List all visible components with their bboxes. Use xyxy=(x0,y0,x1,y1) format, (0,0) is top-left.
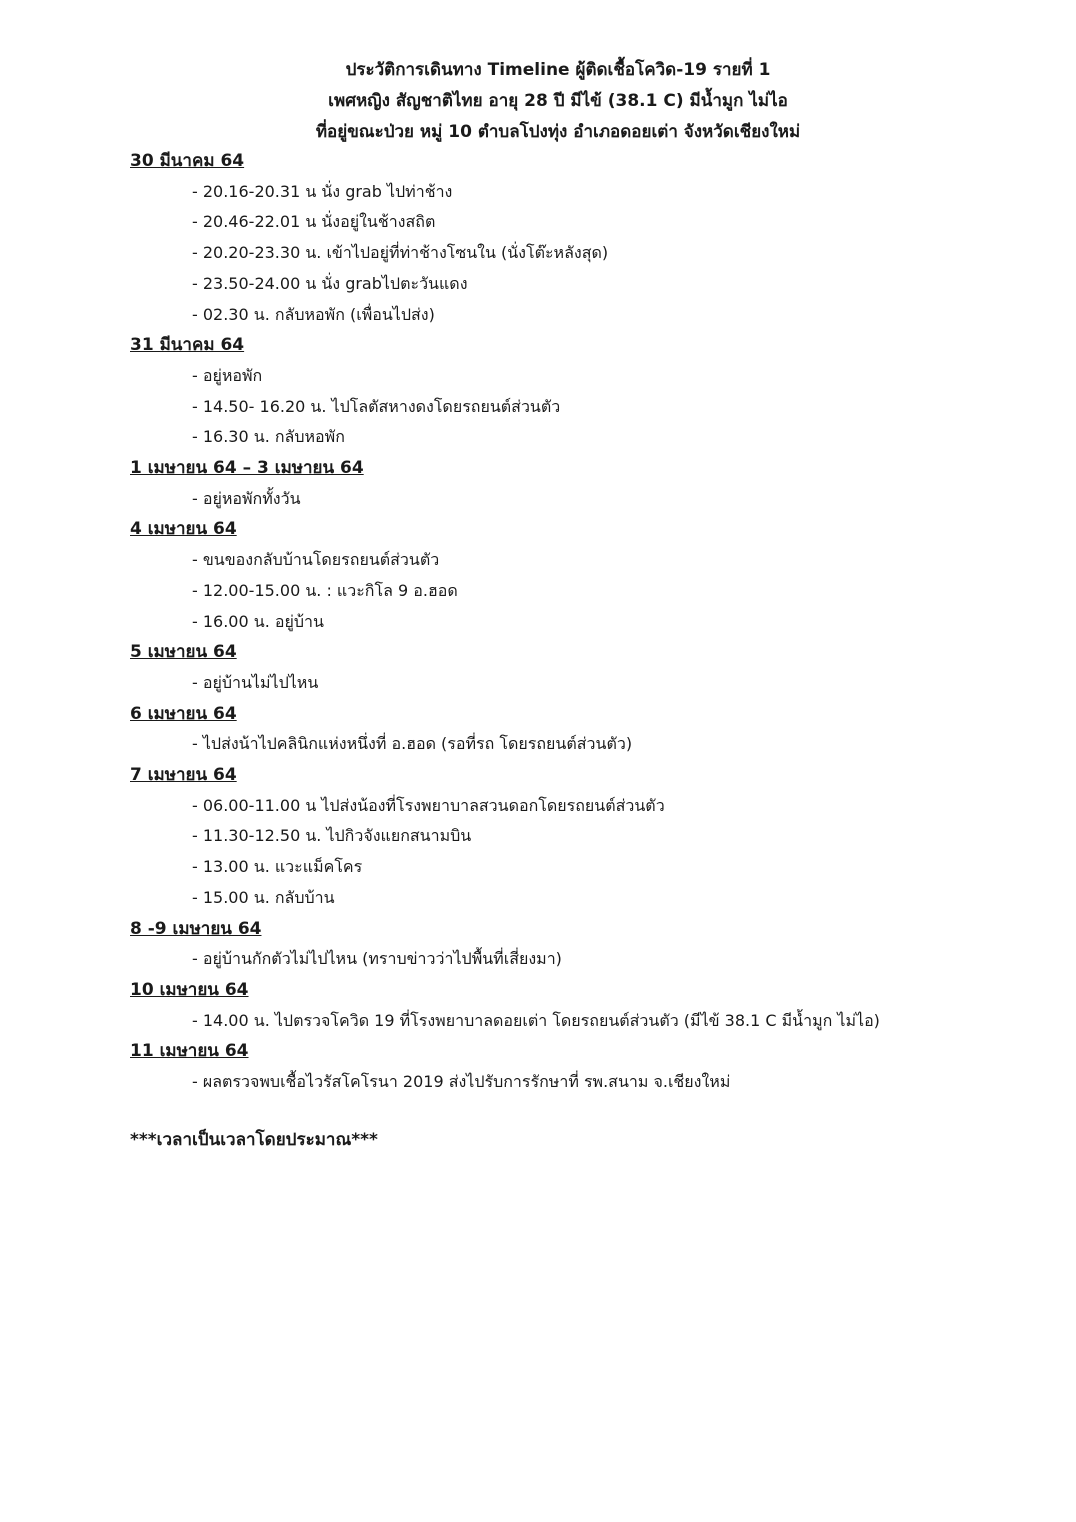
timeline-entry: - 12.00-15.00 น. : แวะกิโล 9 อ.ฮอด xyxy=(130,576,1030,607)
header-title: ประวัติการเดินทาง Timeline ผู้ติดเชื้อโควิด-19 รายที่ 1 xyxy=(345,60,771,80)
timeline-entry: - 14.50- 16.20 น. ไปโลตัสหางดงโดยรถยนต์ส่วนตัว xyxy=(130,392,1030,423)
timeline-entry: - 20.16-20.31 น นั่ง grab ไปท่าช้าง xyxy=(130,177,1030,208)
timeline-entry: - 20.20-23.30 น. เข้าไปอยู่ที่ท่าช้างโซนใน (นั่งโต๊ะหลังสุด) xyxy=(130,238,1030,269)
timeline-date: 5 เมษายน 64 xyxy=(130,642,237,663)
timeline-entry: - อยู่หอพัก xyxy=(130,361,1030,392)
timeline-date: 31 มีนาคม 64 xyxy=(130,335,245,356)
timeline-entry: - ขนของกลับบ้านโดยรถยนต์ส่วนตัว xyxy=(130,545,1030,576)
timeline-entry: - 16.00 น. อยู่บ้าน xyxy=(130,607,1030,638)
timeline-entry: - 23.50-24.00 น นั่ง grabไปตะวันแดง xyxy=(130,269,1030,300)
timeline-date: 30 มีนาคม 64 xyxy=(130,151,245,171)
timeline-date: 10 เมษายน 64 xyxy=(130,979,249,1000)
timeline-entry: - 15.00 น. กลับบ้าน xyxy=(130,883,1030,914)
timeline-date: 1 เมษายน 64 – 3 เมษายน 64 xyxy=(130,458,364,479)
timeline-entry: - 16.30 น. กลับหอพัก xyxy=(130,422,1030,453)
timeline-date: 11 เมษายน 64 xyxy=(130,1041,249,1062)
timeline-date: 6 เมษายน 64 xyxy=(130,703,237,724)
header-patient-info: เพศหญิง สัญชาติไทย อายุ 28 ปี มีไข้ (38.1 C) มีน้ำมูก ไม่ไอ xyxy=(328,91,788,111)
timeline-entry: - อยู่บ้านกักตัวไม่ไปไหน (ทราบข่าวว่าไปพื้นที่เสี่ยงมา) xyxy=(130,944,1030,975)
document-header xyxy=(0,55,1076,148)
timeline xyxy=(130,146,1030,1098)
timeline-date: 7 เมษายน 64 xyxy=(130,765,237,786)
footer-note: ***เวลาเป็นเวลาโดยประมาณ*** xyxy=(130,1130,378,1150)
timeline-entry: - 14.00 น. ไปตรวจโควิด 19 ที่โรงพยาบาลดอยเต่า โดยรถยนต์ส่วนตัว (มีไข้ 38.1 C มีน้ำมูก ไม่ไอ) xyxy=(130,1006,1030,1037)
timeline-entry: - 20.46-22.01 น นั่งอยู่ในช้างสถิต xyxy=(130,207,1030,238)
timeline-entry: - 13.00 น. แวะแม็คโคร xyxy=(130,852,1030,883)
timeline-entry: - 11.30-12.50 น. ไปกิวจังแยกสนามบิน xyxy=(130,821,1030,852)
timeline-entry: - 02.30 น. กลับหอพัก (เพื่อนไปส่ง) xyxy=(130,300,1030,331)
timeline-entry: - ไปส่งน้าไปคลินิกแห่งหนึ่งที่ อ.ฮอด (รอที่รถ โดยรถยนต์ส่วนตัว) xyxy=(130,729,1030,760)
timeline-entry: - ผลตรวจพบเชื้อไวรัสโคโรนา 2019 ส่งไปรับการรักษาที่ รพ.สนาม จ.เชียงใหม่ xyxy=(130,1067,1030,1098)
timeline-entry: - อยู่หอพักทั้งวัน xyxy=(130,484,1030,515)
timeline-entry: - อยู่บ้านไม่ไปไหน xyxy=(130,668,1030,699)
timeline-date: 8 -9 เมษายน 64 xyxy=(130,918,262,939)
timeline-date: 4 เมษายน 64 xyxy=(130,519,237,540)
timeline-entry: - 06.00-11.00 น ไปส่งน้องที่โรงพยาบาลสวนดอกโดยรถยนต์ส่วนตัว xyxy=(130,791,1030,822)
header-address: ที่อยู่ขณะป่วย หมู่ 10 ตำบลโปงทุ่ง อำเภอดอยเต่า จังหวัดเชียงใหม่ xyxy=(315,122,801,142)
